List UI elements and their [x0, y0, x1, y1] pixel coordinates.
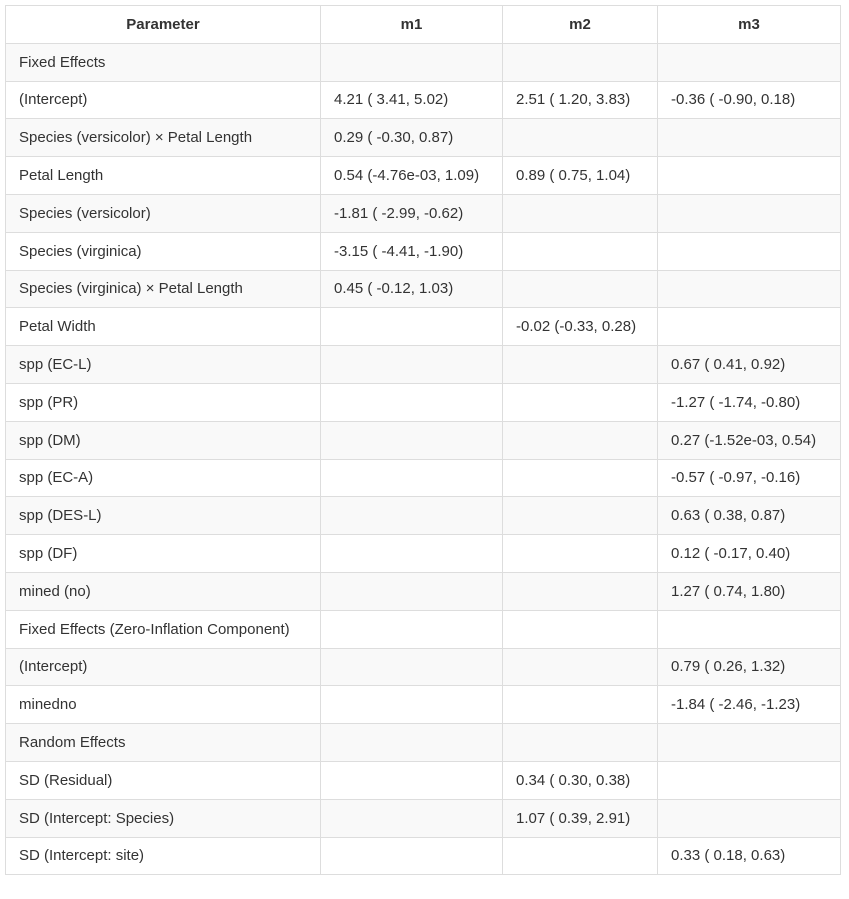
m2-cell: [503, 383, 658, 421]
m3-cell: [658, 270, 841, 308]
m1-cell: -1.81 ( -2.99, -0.62): [321, 194, 503, 232]
parameter-cell: Fixed Effects (Zero-Inflation Component): [6, 610, 321, 648]
m3-cell: [658, 157, 841, 195]
parameters-table: [5, 5, 841, 875]
m3-cell: [658, 761, 841, 799]
parameter-cell: mined (no): [6, 572, 321, 610]
table-row: [6, 157, 841, 195]
m2-cell: [503, 459, 658, 497]
table-row: [6, 81, 841, 119]
parameter-cell: Species (virginica) × Petal Length: [6, 270, 321, 308]
m2-cell: 0.89 ( 0.75, 1.04): [503, 157, 658, 195]
m2-cell: [503, 194, 658, 232]
m2-cell: [503, 837, 658, 875]
parameter-cell: (Intercept): [6, 648, 321, 686]
m2-cell: [503, 686, 658, 724]
m3-cell: 0.63 ( 0.38, 0.87): [658, 497, 841, 535]
m3-cell: -1.84 ( -2.46, -1.23): [658, 686, 841, 724]
table-row: [6, 535, 841, 573]
parameter-cell: SD (Intercept: Species): [6, 799, 321, 837]
m1-cell: [321, 686, 503, 724]
m3-cell: 0.33 ( 0.18, 0.63): [658, 837, 841, 875]
m3-cell: 1.27 ( 0.74, 1.80): [658, 572, 841, 610]
m2-cell: [503, 648, 658, 686]
m1-cell: 4.21 ( 3.41, 5.02): [321, 81, 503, 119]
header-m2: m2: [503, 6, 658, 44]
table-row: [6, 119, 841, 157]
parameter-cell: Species (versicolor) × Petal Length: [6, 119, 321, 157]
m3-cell: [658, 610, 841, 648]
m3-cell: [658, 194, 841, 232]
parameter-cell: spp (EC-A): [6, 459, 321, 497]
m2-cell: [503, 497, 658, 535]
table-row: [6, 497, 841, 535]
parameters-table-container: [5, 5, 840, 875]
m3-cell: 0.12 ( -0.17, 0.40): [658, 535, 841, 573]
table-row: [6, 194, 841, 232]
parameter-cell: minedno: [6, 686, 321, 724]
parameter-cell: spp (DES-L): [6, 497, 321, 535]
m1-cell: [321, 308, 503, 346]
m2-cell: 1.07 ( 0.39, 2.91): [503, 799, 658, 837]
header-m1: m1: [321, 6, 503, 44]
m2-cell: [503, 572, 658, 610]
m3-cell: -0.57 ( -0.97, -0.16): [658, 459, 841, 497]
table-header: [6, 6, 841, 44]
m1-cell: [321, 346, 503, 384]
table-row: [6, 270, 841, 308]
m3-cell: [658, 308, 841, 346]
m1-cell: [321, 421, 503, 459]
m1-cell: [321, 799, 503, 837]
m2-cell: [503, 421, 658, 459]
m1-cell: [321, 761, 503, 799]
table-row: [6, 648, 841, 686]
m3-cell: [658, 119, 841, 157]
header-m3: m3: [658, 6, 841, 44]
m2-cell: [503, 610, 658, 648]
m1-cell: [321, 383, 503, 421]
m2-cell: 0.34 ( 0.30, 0.38): [503, 761, 658, 799]
m3-cell: [658, 232, 841, 270]
m3-cell: -0.36 ( -0.90, 0.18): [658, 81, 841, 119]
table-row: [6, 572, 841, 610]
m3-cell: 0.27 (-1.52e-03, 0.54): [658, 421, 841, 459]
table-row: [6, 43, 841, 81]
m2-cell: [503, 119, 658, 157]
parameter-cell: (Intercept): [6, 81, 321, 119]
m1-cell: [321, 837, 503, 875]
m2-cell: [503, 43, 658, 81]
m1-cell: [321, 497, 503, 535]
table-row: [6, 761, 841, 799]
m1-cell: -3.15 ( -4.41, -1.90): [321, 232, 503, 270]
table-row: [6, 610, 841, 648]
m2-cell: [503, 346, 658, 384]
header-row: [6, 6, 841, 44]
parameter-cell: Petal Width: [6, 308, 321, 346]
m3-cell: [658, 43, 841, 81]
table-row: [6, 837, 841, 875]
parameter-cell: spp (EC-L): [6, 346, 321, 384]
parameter-cell: spp (DF): [6, 535, 321, 573]
parameter-cell: SD (Intercept: site): [6, 837, 321, 875]
m2-cell: [503, 270, 658, 308]
m1-cell: 0.45 ( -0.12, 1.03): [321, 270, 503, 308]
parameter-cell: Random Effects: [6, 724, 321, 762]
m1-cell: [321, 535, 503, 573]
m3-cell: 0.67 ( 0.41, 0.92): [658, 346, 841, 384]
m1-cell: [321, 43, 503, 81]
m1-cell: [321, 724, 503, 762]
m2-cell: [503, 535, 658, 573]
parameter-cell: spp (PR): [6, 383, 321, 421]
m1-cell: [321, 610, 503, 648]
parameter-cell: spp (DM): [6, 421, 321, 459]
table-row: [6, 308, 841, 346]
table-row: [6, 232, 841, 270]
table-row: [6, 421, 841, 459]
m1-cell: 0.29 ( -0.30, 0.87): [321, 119, 503, 157]
parameter-cell: SD (Residual): [6, 761, 321, 799]
table-row: [6, 346, 841, 384]
m2-cell: [503, 232, 658, 270]
parameter-cell: Fixed Effects: [6, 43, 321, 81]
table-row: [6, 799, 841, 837]
table-row: [6, 686, 841, 724]
m2-cell: [503, 724, 658, 762]
table-row: [6, 383, 841, 421]
m1-cell: [321, 459, 503, 497]
table-row: [6, 459, 841, 497]
m1-cell: [321, 648, 503, 686]
header-parameter: Parameter: [6, 6, 321, 44]
parameter-cell: Species (virginica): [6, 232, 321, 270]
m3-cell: 0.79 ( 0.26, 1.32): [658, 648, 841, 686]
m1-cell: 0.54 (-4.76e-03, 1.09): [321, 157, 503, 195]
table-row: [6, 724, 841, 762]
parameter-cell: Petal Length: [6, 157, 321, 195]
parameter-cell: Species (versicolor): [6, 194, 321, 232]
m2-cell: -0.02 (-0.33, 0.28): [503, 308, 658, 346]
m3-cell: [658, 799, 841, 837]
m2-cell: 2.51 ( 1.20, 3.83): [503, 81, 658, 119]
table-body: [6, 43, 841, 875]
m3-cell: [658, 724, 841, 762]
m1-cell: [321, 572, 503, 610]
m3-cell: -1.27 ( -1.74, -0.80): [658, 383, 841, 421]
